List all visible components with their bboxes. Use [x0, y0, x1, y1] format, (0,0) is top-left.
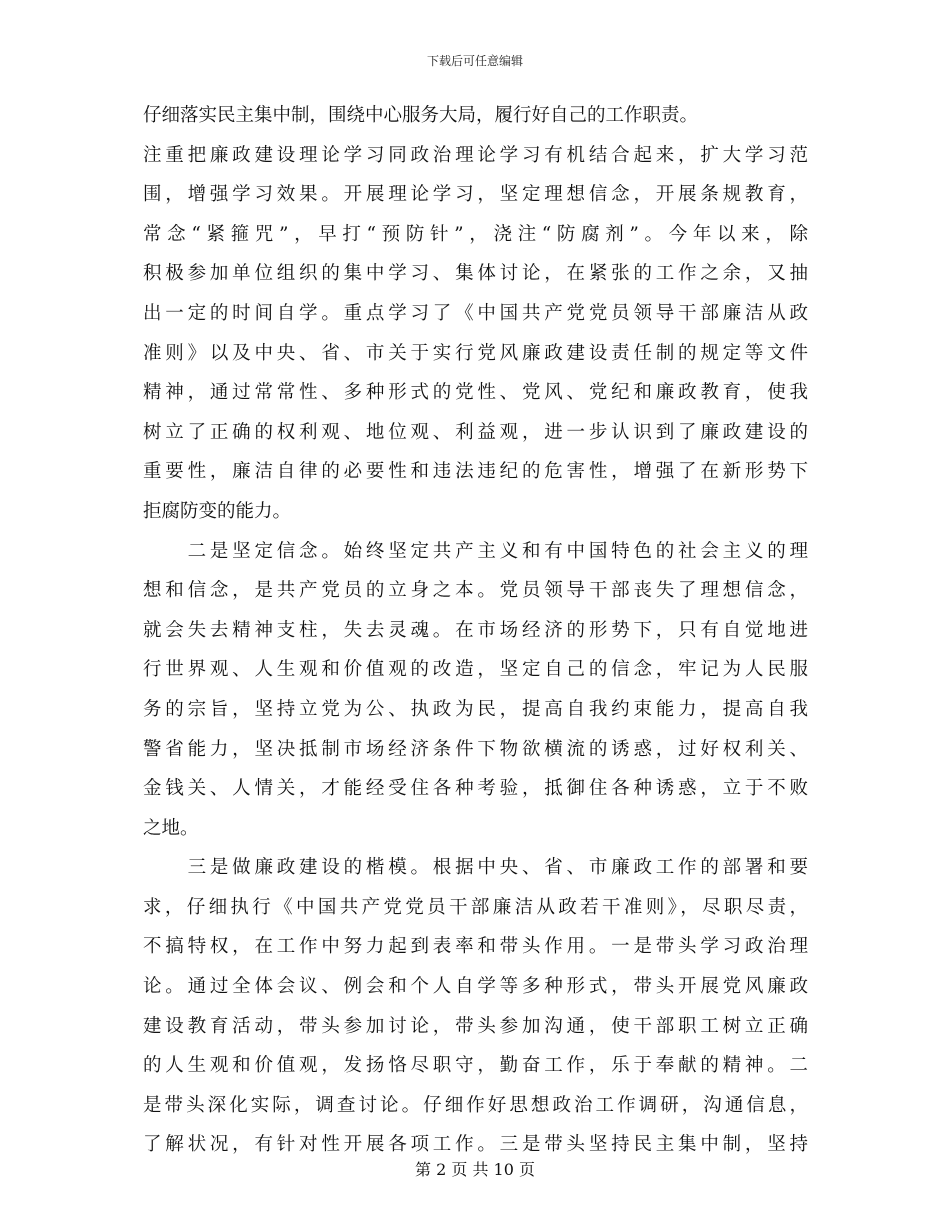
text-line: 围，增强学习效果。开展理论学习，坚定理想信念，开展条规教育，	[143, 184, 808, 206]
text-line: 务的宗旨，坚持立党为公、执政为民，提高自我约束能力，提高自我	[143, 698, 808, 720]
page-header: 下载后可任意编辑	[426, 54, 523, 68]
text-line: 重要性，廉洁自律的必要性和违法违纪的危害性，增强了在新形势下	[143, 461, 808, 483]
text-line: 准则》以及中央、省、市关于实行党风廉政建设责任制的规定等文件	[143, 342, 808, 364]
text-line: 是带头深化实际，调查讨论。仔细作好思想政治工作调研，沟通信息，	[143, 1094, 808, 1116]
page-footer: 第 2 页 共 10 页	[415, 1160, 535, 1179]
text-line: 出一定的时间自学。重点学习了《中国共产党党员领导干部廉洁从政	[143, 302, 808, 324]
text-line: 警省能力，坚决抵制市场经济条件下物欲横流的诱惑，过好权利关、	[143, 738, 808, 760]
text-line: 仔细落实民主集中制，围绕中心服务大局，履行好自己的工作职责。	[143, 105, 699, 126]
text-line: 拒腐防变的能力。	[143, 500, 292, 522]
document-body	[143, 96, 808, 1165]
text-line: 常念“紧箍咒”，早打“预防针”，浇注“防腐剂”。今年以来，除	[143, 223, 808, 245]
text-line: 建设教育活动，带头参加讨论，带头参加沟通，使干部职工树立正确	[143, 1015, 808, 1037]
text-line: 想和信念，是共产党员的立身之本。党员领导干部丧失了理想信念，	[143, 580, 808, 602]
text-line: 精神，通过常常性、多种形式的党性、党风、党纪和廉政教育，使我	[143, 382, 808, 404]
text-line: 二是坚定信念。始终坚定共产主义和有中国特色的社会主义的理	[143, 540, 808, 562]
text-line: 树立了正确的权利观、地位观、利益观，进一步认识到了廉政建设的	[143, 421, 808, 443]
text-line: 的人生观和价值观，发扬恪尽职守，勤奋工作，乐于奉献的精神。二	[143, 1055, 808, 1077]
text-line: 三是做廉政建设的楷模。根据中央、省、市廉政工作的部署和要	[143, 857, 808, 879]
text-line: 求，仔细执行《中国共产党党员干部廉洁从政若干准则》，尽职尽责，	[143, 896, 808, 918]
text-line: 就会失去精神支柱，失去灵魂。在市场经济的形势下，只有自觉地进	[143, 619, 808, 641]
text-line: 金钱关、人情关，才能经受住各种考验，抵御住各种诱惑，立于不败	[143, 778, 808, 800]
text-line: 注重把廉政建设理论学习同政治理论学习有机结合起来，扩大学习范	[143, 144, 808, 166]
text-line: 之地。	[143, 817, 199, 839]
text-line: 论。通过全体会议、例会和个人自学等多种形式，带头开展党风廉政	[143, 976, 808, 998]
text-line: 不搞特权，在工作中努力起到表率和带头作用。一是带头学习政治理	[143, 936, 808, 958]
text-line: 了解状况，有针对性开展各项工作。三是带头坚持民主集中制，坚持	[143, 1134, 808, 1156]
text-line: 积极参加单位组织的集中学习、集体讨论，在紧张的工作之余，又抽	[143, 263, 808, 285]
text-line: 行世界观、人生观和价值观的改造，坚定自己的信念，牢记为人民服	[143, 659, 808, 681]
